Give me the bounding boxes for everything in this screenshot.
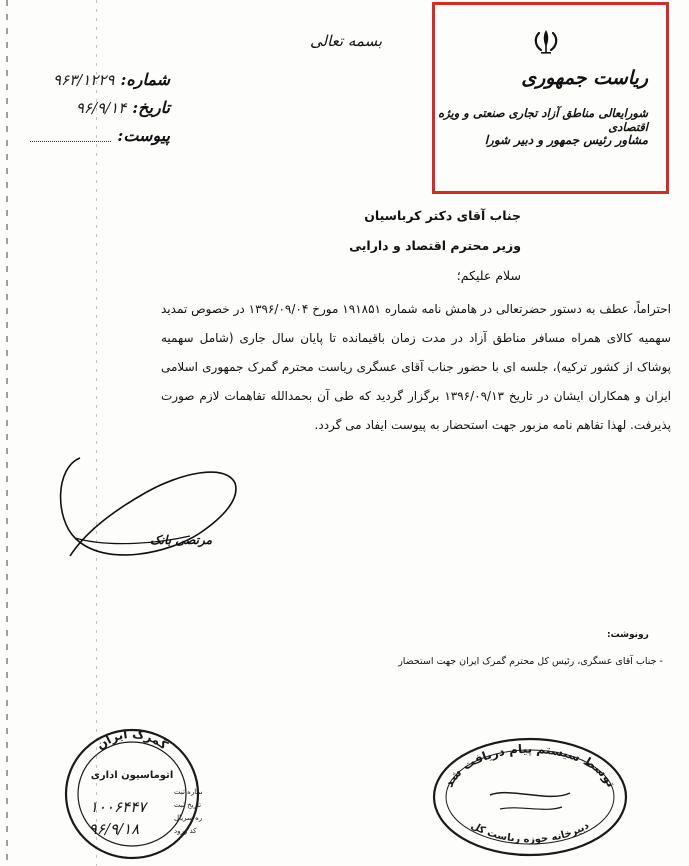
- org-office: مشاور رئیس جمهور و دبیر شورا: [484, 133, 648, 147]
- signatory-name: مرتضی بانک: [150, 533, 213, 547]
- org-title: ریاست جمهوری: [521, 67, 648, 89]
- attachment-field: [30, 126, 170, 145]
- cc-label: رونوشت:: [607, 630, 649, 640]
- number-label: شماره:: [120, 70, 170, 89]
- attachment-value: [30, 129, 111, 142]
- stamp-left-handwritten-date: ۹۶/۹/۱۸: [88, 820, 140, 838]
- stamp-left-line-4: ره سریال: [174, 814, 202, 822]
- stamp-left-handwritten-number: ۱۰۰۶۴۴۷: [89, 798, 147, 816]
- stamp-left-line-3: تاریخ ثبت: [174, 801, 202, 809]
- stamp-left-line-2: ماره ثبت: [174, 788, 201, 796]
- cc-recipient: - جناب آقای عسگری، رئیس کل محترم گمرک ایران جهت استحضار: [398, 656, 663, 667]
- recipient-title: وزیر محترم اقتصاد و دارایی: [349, 238, 521, 253]
- svg-text:دبیرخانه حوزه ریاست کل: [469, 820, 591, 845]
- recipient-name: جناب آقای دکتر کرباسیان: [364, 208, 521, 223]
- invocation: بسمه تعالی: [310, 32, 383, 50]
- attachment-label: پیوست:: [117, 126, 170, 145]
- customs-registration-stamp: [62, 726, 202, 862]
- scan-edge-artifact: [6, 0, 8, 866]
- stamp-right-ring-text: توسط سیستم پیام دریافت شد: [441, 741, 619, 790]
- number-value: ۹۶۳/۱۲۲۹: [53, 70, 115, 89]
- stamp-left-line-1: اتوماسیون اداری: [90, 770, 174, 781]
- handwritten-signature: [50, 438, 250, 578]
- date-field: [30, 98, 170, 117]
- number-field: [30, 70, 170, 89]
- stamp-right-bottom-text: دبیرخانه حوزه ریاست کل: [468, 820, 592, 846]
- stamp-left-line-5: کد ورود: [174, 827, 197, 835]
- date-value: ۹۶/۹/۱۴: [75, 98, 127, 117]
- svg-text:توسط سیستم پیام دریافت شد: [442, 742, 619, 790]
- salutation: سلام علیکم؛: [456, 268, 521, 283]
- letter-body: احتراماً، عطف به دستور حضرتعالی در هامش نامه شماره ۱۹۱۸۵۱ مورخ ۱۳۹۶/۰۹/۰۴ در خصوص تمدید سهمیه کالای همراه مسافر مناطق آزاد در مدت زمان باقیمانده تا پایان سال جاری (شامل سهمیه پوشاک از کشور ترکیه)، جلسه ای با حضور جناب آقای عسگری ریاست محترم گمرک جمهوری اسلامی ایران و همکاران ایشان در تاریخ ۱۳۹۶/۰۹/۱۳ برگزار گردید که طی آن بحمدالله تفاهمات لازم صورت پذیرفت. لهذا تفاهم نامه مزبور جهت استحضار به پیوست ایفاد می گردد.: [161, 302, 672, 432]
- message-received-stamp: [430, 735, 630, 860]
- letterhead-highlight-box: [432, 2, 669, 194]
- date-label: تاریخ:: [132, 98, 170, 117]
- stamp-left-ring-text: گمرک ایران: [93, 726, 171, 753]
- iran-emblem-icon: [531, 27, 561, 55]
- org-council: شورایعالی مناطق آزاد تجاری صنعتی و ویژه اقتصادی: [438, 106, 648, 134]
